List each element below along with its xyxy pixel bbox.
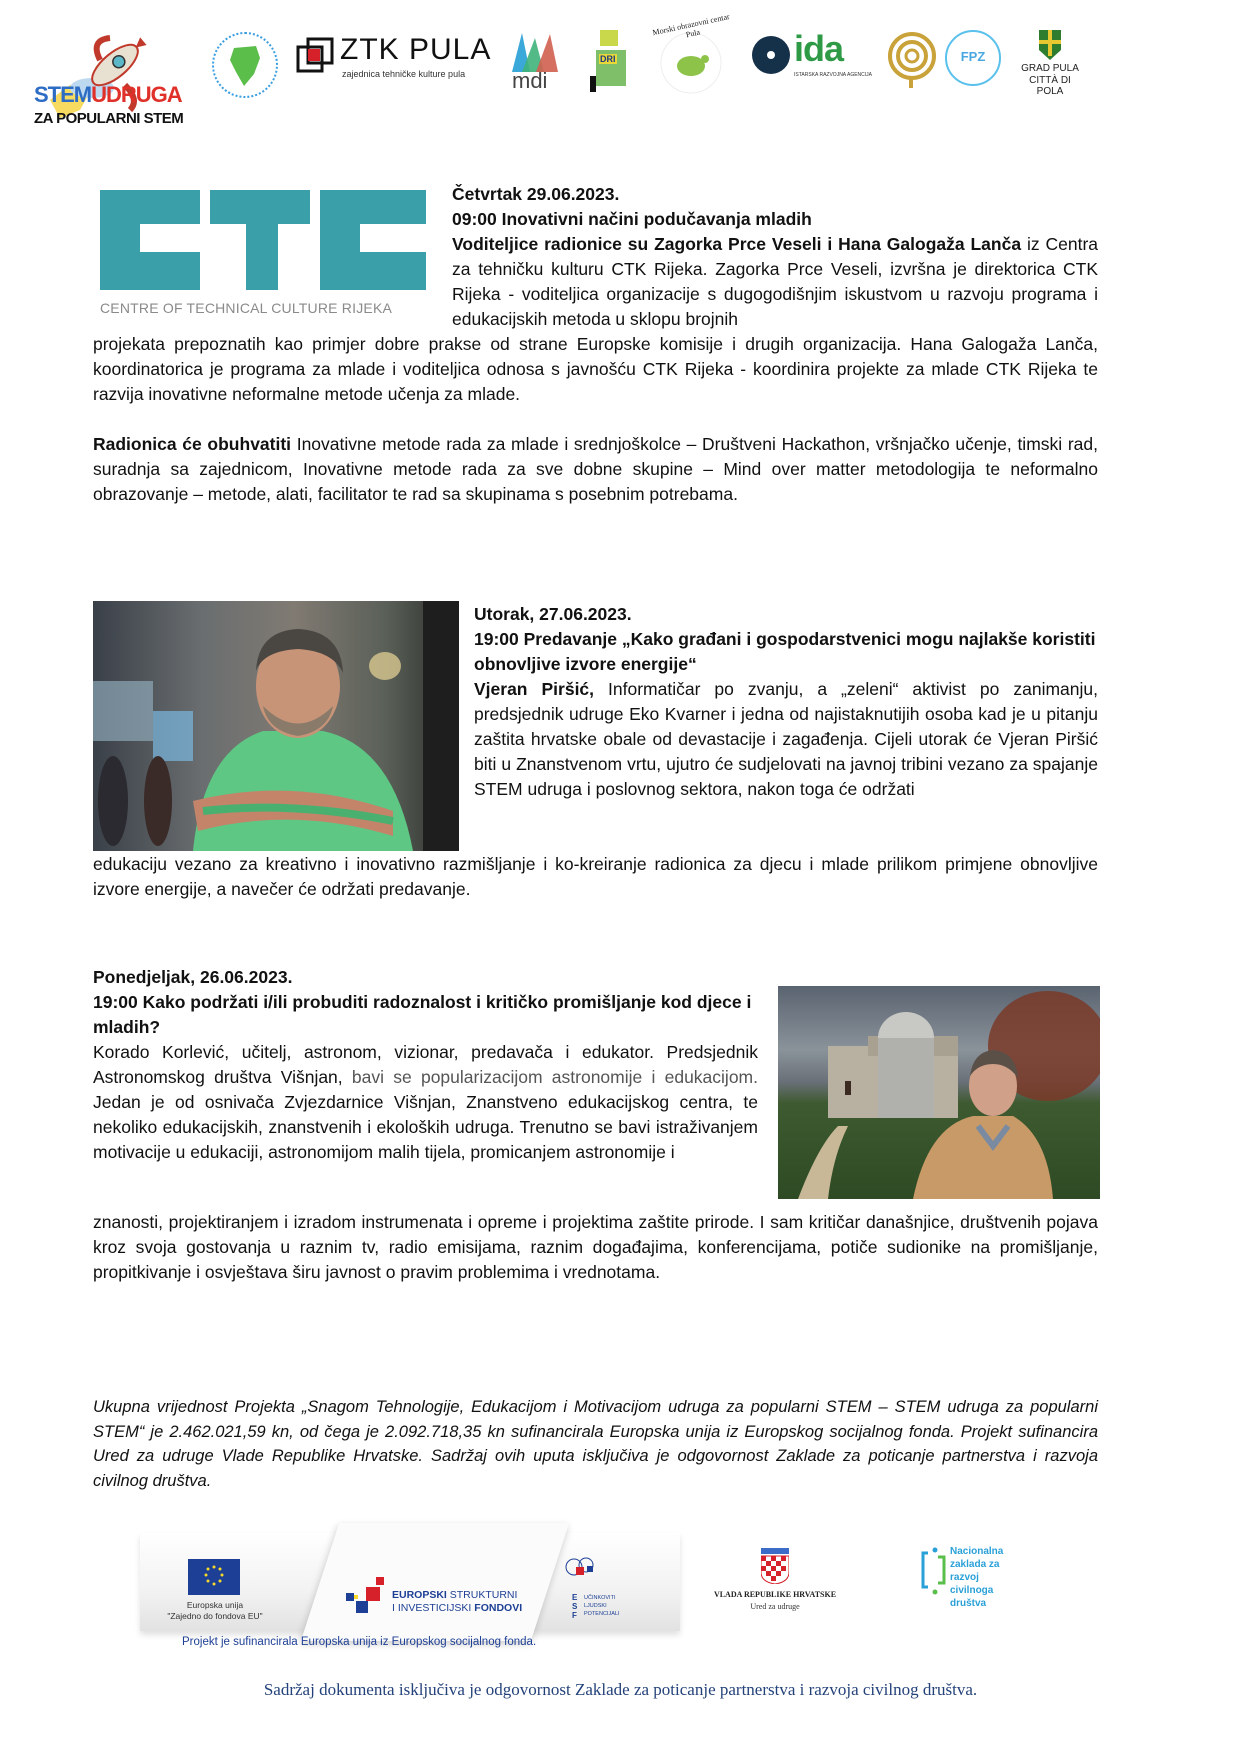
event2-intro-text: Informatičar po zvanju, a „zeleni“ aktivist po zanimanju, predsjednik udruge Eko Kvarner i jedna od najistaknutijih osoba kad je u pitanju zaštita hrvatske obale od devastacije i zagađenja. Cijeli utorak će Vjeran Piršić biti u Znanstvenom vrtu, ujutro će sudjelovati na javnoj tribini vezano za spajanje STEM udruga i poslovnog sektora, nakon toga će održati xyxy=(474,679,1098,799)
istria-seal-logo xyxy=(212,32,278,98)
mdi-logo xyxy=(510,28,560,93)
event1-lead-bold: Voditeljice radionice su Zagorka Prce Veseli i Hana Galogaža Lanča xyxy=(452,234,1022,254)
event2-name: Vjeran Piršić, xyxy=(474,679,595,699)
event2-date: Utorak, 27.06.2023. xyxy=(474,604,632,624)
nzrcd-l5: društva xyxy=(950,1598,987,1609)
dri-logo xyxy=(590,28,630,92)
event3-intro-text-gray: bavi se popularizacijom astronomije i edukacijom. xyxy=(351,1067,758,1087)
event3-intro-text-b: Jedan je od osnivača Zvjezdarnice Višnjan, Znanstveno edukacijskog centra, te nekoliko edukacijskih, znanstvenih i ekoloških udruga. Trenutno se bavi istraživanjem motivacije u edukaciji, astronomijom malih tijela, promicanjem astronomije i xyxy=(93,1092,758,1162)
event2-continued: edukaciju vezano za kreativno i inovativno razmišljanje i ko-kreiranje radionica za djecu i mlade prilikom primjene obnovljive izvore energije, a navečer će održati predavanje. xyxy=(93,854,1098,899)
eu-label-1: Europska unija xyxy=(186,1600,244,1610)
grad-pula-line1: GRAD PULA xyxy=(1021,63,1079,74)
udruga-text: UDRUGA xyxy=(91,82,182,107)
event1-lead-text: iz Centra za tehničku kulturu CTK Rijeka. Zagorka Prce Veseli, izvršna je direktorica CTK Rijeka - voditeljica organizacije s dugogodišnjim iskustvom u razvoju programa i edukacijskih metoda u sklopu brojnih xyxy=(452,234,1099,329)
esif-line2-rest: I INVESTICIJSKI xyxy=(392,1602,475,1614)
nzrcd-l2: zaklada za xyxy=(950,1559,1000,1570)
vjeran-pirsic-photo xyxy=(93,601,459,851)
esf-flower-icon xyxy=(560,1555,604,1591)
grad-pula-logo xyxy=(1015,30,1085,97)
section3-header xyxy=(93,965,758,1165)
ctc-caption: CENTRE OF TECHNICAL CULTURE RIJEKA xyxy=(100,300,393,316)
vlada-line1: VLADA REPUBLIKE HRVATSKE xyxy=(713,1590,837,1599)
esif-squares-icon xyxy=(340,1573,400,1623)
eu-label-2: "Zajedno do fondova EU" xyxy=(167,1611,263,1621)
esf-l1: UČINKOVITI xyxy=(584,1595,616,1601)
event1-date: Četvrtak 29.06.2023. xyxy=(452,184,620,204)
esf-letters: ESF xyxy=(572,1593,578,1620)
fpz-text: FPZ xyxy=(960,49,986,64)
event1-workshop xyxy=(93,432,1098,507)
croatian-coat-of-arms-icon xyxy=(761,1548,789,1584)
esif-line2 xyxy=(392,1602,522,1614)
cube-icon xyxy=(296,37,334,75)
ida-subtitle: ISTARSKA RAZVOJNA AGENCIJA xyxy=(794,72,872,78)
event3-intro-text-a: Korado Korlević, učitelj, astronom, vizionar, predavača i edukator. Predsjednik Astronomskog društva Višnjan, xyxy=(93,1042,758,1087)
section2-header xyxy=(474,602,1098,802)
morski-text: Morski obrazovni centar Pula xyxy=(651,12,731,40)
stem-udruga-logo xyxy=(30,30,184,140)
dri-text: DRI xyxy=(600,54,616,64)
event3-title: 19:00 Kako podržati i/ili probuditi radoznalost i kritičko promišljanje kod djece i mladih? xyxy=(93,992,752,1037)
event1-title: 09:00 Inovativni načini podučavanja mladih xyxy=(452,209,812,229)
mdi-text: mdi xyxy=(512,68,548,93)
vlada-rh-logo xyxy=(700,1548,850,1618)
event2-intro xyxy=(474,677,1098,802)
event3-continued: znanosti, projektiranjem i izradom instrumenata i opreme i projektima zaštite prirode. I sam kritičar današnjice, društvenih pojava kroz svoja gostovanja u raznim tv, radio emisijama, raznim događajima, konferencijama, potiče sudionike na promišljanje, propitkivanje i osvještava širu javnost o pravim problemima i vrednotama. xyxy=(93,1212,1098,1282)
ctc-logo-graphic xyxy=(98,188,428,296)
event2-title: 19:00 Predavanje „Kako građani i gospodarstvenici mogu najlakše koristiti obnovljive izvore energije“ xyxy=(474,629,1096,674)
eu-funding-band xyxy=(140,1523,680,1653)
university-pula-logo xyxy=(882,28,942,88)
event3-intro xyxy=(93,1040,758,1165)
ztk-title: ZTK PULA xyxy=(340,33,492,66)
event1-continued: projekata prepoznatih kao primjer dobre prakse od strane Europske komisije i drugih organizacija. Hana Galogaža Lanča, koordinatorica je programa za mlade i voditeljica odnosa s javnošću CTK Rijeka - koordinira projekte za mlade CTK Rijeka te razvija inovativne neformalne metode učenja za mlade. xyxy=(93,334,1098,404)
ztk-subtitle: zajednica tehničke kulture pula xyxy=(342,69,466,79)
esf-text xyxy=(584,1594,619,1618)
fpz-logo xyxy=(945,30,1001,86)
nzrcd-logo xyxy=(920,1545,1030,1615)
event1-workshop-bold: Radionica će obuhvatiti xyxy=(93,434,292,454)
event1-lead xyxy=(452,232,1098,332)
event1-workshop-text: Inovativne metode rada za mlade i srednjoškolce – Društveni Hackathon, vršnjačko učenje, timski rad, suradnja sa zajednicom, Inovativne metode rada za sve dobne skupine – Mind over matter metodologija te neformalno obrazovanje – metode, alati, facilitator te rad sa skupinama s posebnim potrebama. xyxy=(93,434,1098,504)
vlada-line2: Ured za udruge xyxy=(750,1602,800,1611)
ida-text: ida xyxy=(794,28,844,69)
project-disclaimer: Ukupna vrijednost Projekta „Snagom Tehnologije, Edukacijom i Motivacijom udruga za popularni STEM – STEM udruga za popularni STEM“ je 2.462.021,59 kn, od čega je 2.092.718,35 kn sufinancirala Europska unija iz Europskog socijalnog fonda. Projekt sufinancira Ured za udruge Vlade Republike Hrvatske. Sadržaj ovih uputa isključiva je odgovornost Zaklade za poticanje partnerstva i razvoja civilnog društva. xyxy=(93,1398,1098,1490)
esif-line1-bold: EUROPSKI xyxy=(392,1589,447,1601)
band-caption: Projekt je sufinancirala Europska unija iz Europskog socijalnog fonda. xyxy=(182,1636,537,1648)
za-popularni-stem-text: ZA POPULARNI STEM xyxy=(34,110,184,127)
morski-obrazovni-centar-logo xyxy=(651,12,731,98)
nzrcd-text xyxy=(950,1545,1003,1610)
ida-logo xyxy=(752,28,872,84)
esif-line1 xyxy=(392,1589,517,1601)
stem-text: STEM xyxy=(34,82,92,107)
eu-flag-icon xyxy=(188,1559,240,1595)
korado-korlevic-photo xyxy=(778,986,1100,1199)
esf-l2: LJUDSKI xyxy=(584,1603,607,1609)
esif-line2-bold: FONDOVI xyxy=(474,1602,523,1614)
grad-pula-line2: CITTÀ DI POLA xyxy=(1029,75,1071,97)
event3-date: Ponedjeljak, 26.06.2023. xyxy=(93,967,293,987)
footer-note: Sadržaj dokumenta isključiva je odgovornost Zaklade za poticanje partnerstva i razvoja civilnog društva. xyxy=(263,1680,978,1699)
nzrcd-l4: civilnoga xyxy=(950,1585,994,1596)
nzrcd-l1: Nacionalna xyxy=(950,1546,1004,1557)
section1-header xyxy=(452,182,1098,332)
nzrcd-l3: razvoj xyxy=(950,1572,979,1583)
ctc-rijeka-logo xyxy=(98,188,428,323)
brackets-icon xyxy=(920,1547,948,1595)
coat-of-arms-icon xyxy=(1015,30,1085,62)
esf-l3: POTENCIJALI xyxy=(584,1611,620,1617)
esif-line1-rest: STRUKTURNI xyxy=(446,1589,518,1601)
ztk-pula-logo xyxy=(296,35,496,85)
